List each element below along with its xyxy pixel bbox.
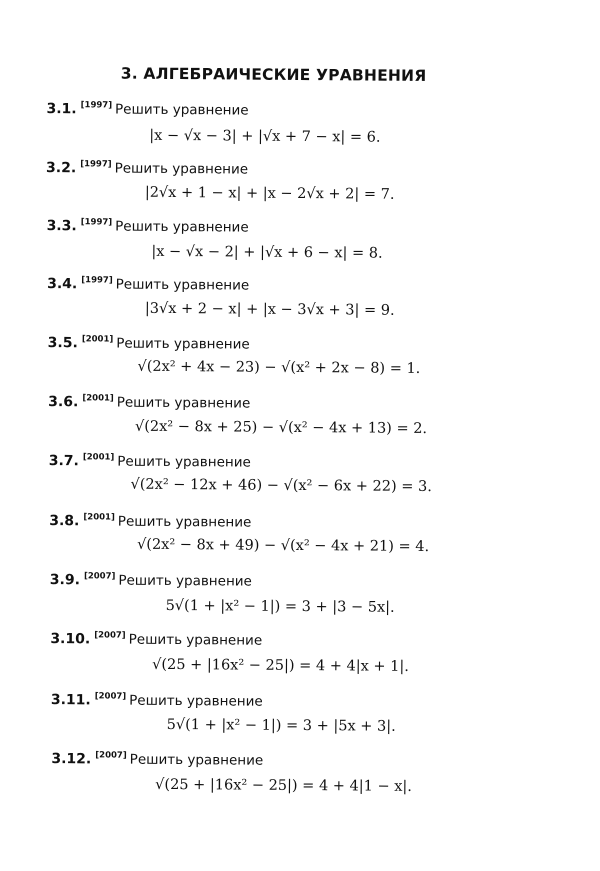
problem-number: 3.2. (45, 159, 77, 177)
problem-year: [2007] (94, 630, 126, 641)
problem-number: 3.7. (48, 453, 79, 470)
problem-year: [1997] (80, 159, 112, 170)
problem-instruction: Решить уравнение (117, 453, 251, 471)
problem-instruction: Решить уравнение (115, 276, 250, 294)
problem-instruction: Решить уравнение (114, 160, 249, 178)
equation: √(2x² − 8x + 49) − √(x² − 4x + 21) = 4. (137, 536, 430, 556)
problem-year: [2007] (94, 691, 127, 702)
problem-year: [1997] (80, 217, 113, 228)
equation: √(25 + |16x² − 25|) = 4 + 4|1 − x|. (155, 776, 413, 795)
problem-year: [2001] (81, 334, 114, 345)
problem-header (49, 508, 251, 532)
problem-instruction: Решить уравнение (115, 218, 249, 236)
problem-year: [1997] (81, 275, 113, 286)
equation: √(2x² − 12x + 46) − √(x² − 6x + 22) = 3. (130, 476, 432, 496)
section-title: 3. АЛГЕБРАИЧЕСКИЕ УРАВНЕНИЯ (120, 64, 427, 85)
equation: |3√x + 2 − x| + |x − 3√x + 3| = 9. (144, 300, 395, 319)
problem-number: 3.6. (48, 394, 79, 411)
problem-header (48, 389, 250, 413)
problem-header (50, 626, 262, 650)
equation: √(2x² − 8x + 25) − √(x² − 4x + 13) = 2. (134, 418, 428, 437)
problem-number: 3.8. (49, 513, 80, 530)
problem-header (51, 687, 263, 711)
problem-header (48, 330, 250, 354)
problem-instruction: Решить уравнение (129, 692, 263, 710)
equation: 5√(1 + |x² − 1|) = 3 + |3 − 5x|. (165, 597, 395, 616)
equation: |2√x + 1 − x| + |x − 2√x + 2| = 7. (144, 184, 395, 203)
problem-number: 3.3. (46, 218, 77, 235)
problem-number: 3.9. (49, 572, 81, 589)
problem-header (49, 448, 251, 472)
problem-number: 3.12. (51, 751, 92, 768)
equation: √(2x² + 4x − 23) − √(x² + 2x − 8) = 1. (137, 358, 421, 377)
problem-header (46, 155, 248, 179)
problem-header (46, 96, 248, 120)
problem-year: [2007] (95, 750, 127, 761)
equation: 5√(1 + |x² − 1|) = 3 + |5x + 3|. (166, 716, 396, 735)
problem-header (47, 213, 249, 237)
problem-year: [2001] (82, 452, 115, 463)
problem-number: 3.1. (46, 100, 77, 118)
problem-instruction: Решить уравнение (129, 751, 264, 769)
problem-header (50, 567, 252, 591)
problem-instruction: Решить уравнение (115, 101, 249, 119)
problem-year: [2007] (83, 571, 116, 582)
equation: |x − √x − 2| + |√x + 6 − x| = 8. (151, 243, 383, 262)
problem-number: 3.5. (47, 335, 78, 352)
problem-number: 3.11. (50, 692, 91, 709)
problem-number: 3.4. (47, 276, 78, 293)
problem-instruction: Решить уравнение (128, 631, 263, 649)
problem-instruction: Решить уравнение (116, 394, 251, 412)
equation: |x − √x − 3| + |√x + 7 − x| = 6. (149, 127, 381, 146)
problem-number: 3.10. (50, 631, 91, 648)
problem-year: [2001] (83, 512, 115, 523)
problem-instruction: Решить уравнение (117, 513, 252, 531)
equation: √(25 + |16x² − 25|) = 4 + 4|x + 1|. (152, 656, 409, 675)
problem-header (47, 271, 249, 295)
problem-header (51, 746, 263, 770)
problem-year: [2001] (82, 393, 114, 404)
problem-year: [1997] (80, 100, 113, 111)
problem-instruction: Решить уравнение (116, 335, 250, 353)
problem-instruction: Решить уравнение (118, 572, 252, 590)
